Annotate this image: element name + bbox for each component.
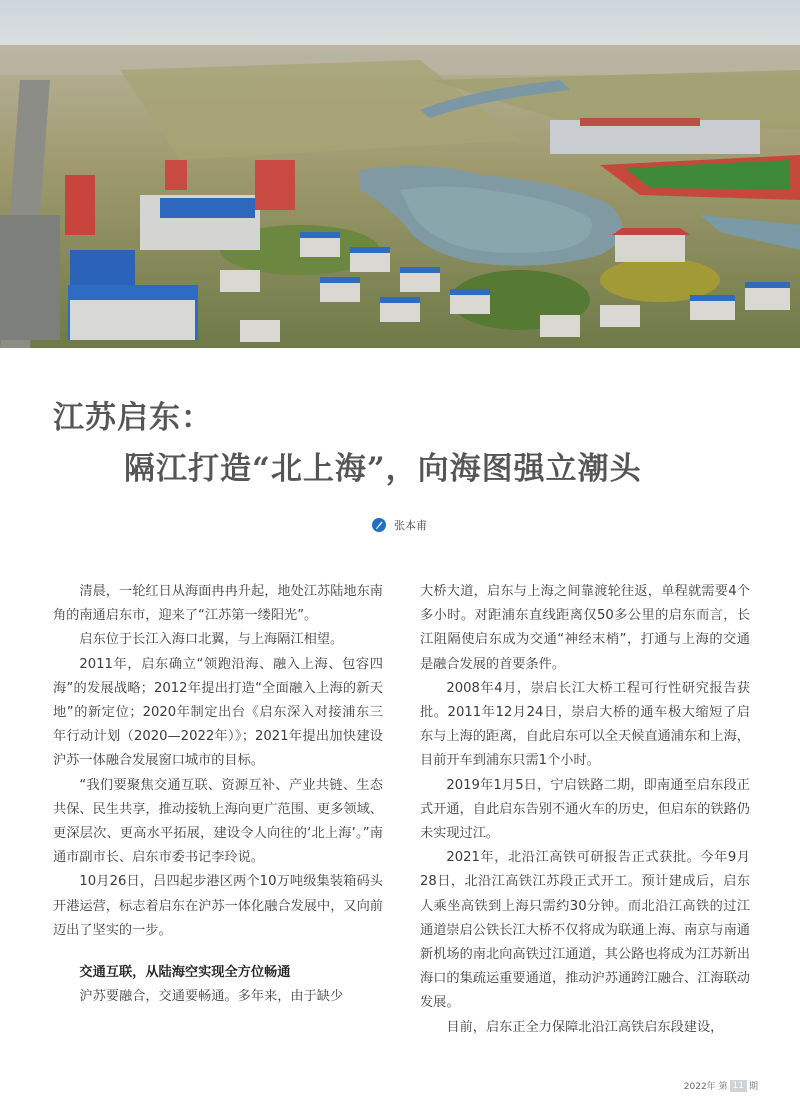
- page-footer: [684, 1079, 758, 1092]
- author-name: 张本甫: [394, 519, 427, 532]
- paragraph: 清晨，一轮红日从海面冉冉升起，地处江苏陆地东南角的南通启东市，迎来了“江苏第一缕阳光”。: [53, 584, 383, 624]
- footer-year: 2022年 第: [683, 1082, 728, 1092]
- paragraph: 2011年，启东确立“领跑沿海、融入上海、包容四海”的发展战略；2012年提出打造“全面融入上海的新天地”的新定位；2020年制定出台《启东深入对接浦东三年行动计划（2020—2022年）》；2021年提出加快建设沪苏一体融合发展窗口城市的目标。: [53, 656, 383, 769]
- issue-number: 11: [730, 1080, 747, 1092]
- paragraph: 目前，启东正全力保障北沿江高铁启东段建设，: [446, 1019, 724, 1035]
- article-column-left: [53, 580, 383, 1009]
- paragraph: 沪苏要融合，交通要畅通。多年来，由于缺少: [79, 989, 344, 1005]
- paragraph-continuation: 大桥大道，启东与上海之间靠渡轮往返，单程就需要4个多小时。对距浦东直线距离仅50多公里的启东而言，长江阻隔使启东成为交通“神经末梢”，打通与上海的交通是融合发展的首要条件。: [420, 584, 750, 672]
- page-title-line-1: 江苏启东：: [53, 400, 213, 436]
- pen-icon: [372, 518, 386, 532]
- byline: [372, 517, 427, 533]
- paragraph: 2021年，北沿江高铁可研报告正式获批。今年9月28日，北沿江高铁江苏段正式开工。预计建成后，启东人乘坐高铁到上海只需约30分钟。而北沿江高铁的过江通道崇启公铁长江大桥不仅将成为联通上海、南京与南通新机场的南北向高铁过江通道，其公路也将成为江苏新出海口的集疏运重要通道，推动沪苏通跨江融合、江海联动发展。: [420, 850, 750, 1011]
- paragraph: 2019年1月5日，宁启铁路二期，即南通至启东段正式开通，自此启东告别不通火车的历史，但启东的铁路仍未实现过江。: [420, 777, 750, 842]
- paragraph: 10月26日，吕四起步港区两个10万吨级集装箱码头开港运营，标志着启东在沪苏一体化融合发展中，又向前迈出了坚实的一步。: [53, 874, 383, 938]
- section-heading: 交通互联，从陆海空实现全方位畅通: [79, 965, 291, 981]
- footer-suffix: 期: [748, 1082, 758, 1092]
- paragraph: “我们要聚焦交通互联、资源互补、产业共链、生态共保、民生共享，推动接轨上海向更广范围、更多领域、更深层次、更高水平拓展，建设令人向往的‘北上海’。”南通市副市长、启东市委书记李玲说。: [53, 777, 383, 866]
- article-column-right: [420, 580, 750, 1040]
- paragraph: 启东位于长江入海口北翼，与上海隔江相望。: [79, 632, 344, 648]
- page-title-line-2: 隔江打造“北上海”，向海图强立潮头: [124, 451, 642, 487]
- hero-aerial-photo: [0, 0, 800, 348]
- paragraph: 2008年4月，崇启长江大桥工程可行性研究报告获批。2011年12月24日，崇启大桥的通车极大缩短了启东与上海的距离，自此启东可以全天候直通浦东和上海，目前开车到浦东只需1个小时。: [420, 680, 750, 769]
